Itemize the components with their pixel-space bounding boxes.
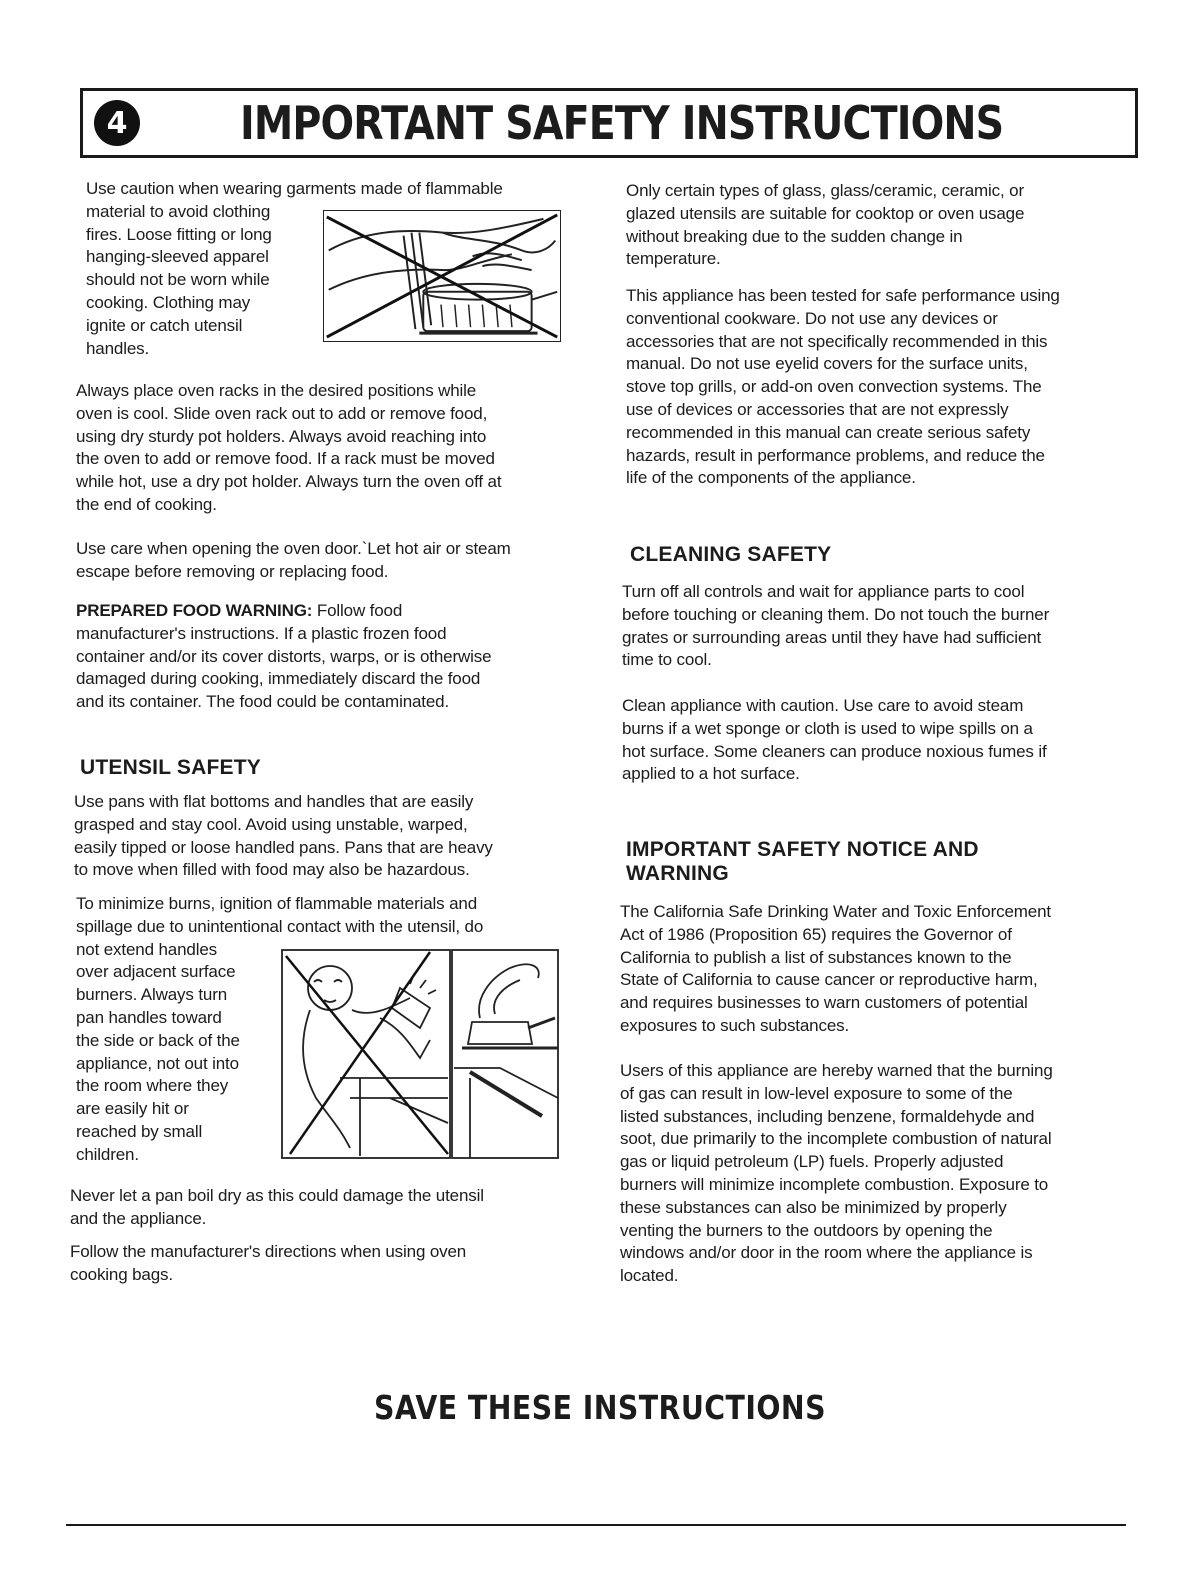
- text-line: conventional cookware. Do not use any devices or: [626, 308, 998, 328]
- text-line: without breaking due to the sudden change in: [626, 226, 963, 246]
- loose-sleeve-warning-illustration: [323, 210, 561, 342]
- clean-appliance-paragraph: [622, 695, 1152, 786]
- text-line: reached by small: [76, 1121, 203, 1141]
- text-line: container and/or its cover distorts, warps, or is otherwise: [76, 646, 492, 666]
- text-line: fires. Loose fitting or long: [86, 224, 272, 244]
- text-line: Never let a pan boil dry as this could damage the utensil: [70, 1186, 484, 1205]
- text-line: using dry sturdy pot holders. Always avoid reaching into: [76, 426, 487, 446]
- text-line: ignite or catch utensil: [86, 315, 243, 335]
- text-line: To minimize burns, ignition of flammable materials and: [76, 894, 478, 913]
- boil-dry-paragraph: [70, 1185, 600, 1231]
- safety-notice-heading: [626, 838, 1126, 886]
- text-line: hazards, result in performance problems, and reduce the: [626, 445, 1045, 465]
- text-line: windows and/or door in the room where the appliance is: [620, 1243, 1033, 1263]
- save-instructions-title: SAVE THESE INSTRUCTIONS: [374, 1388, 826, 1427]
- text-line: temperature.: [626, 249, 721, 269]
- text-line: material to avoid clothing: [86, 201, 271, 221]
- text-line: Turn off all controls and wait for appliance parts to cool: [622, 582, 1025, 601]
- text-line: oven is cool. Slide oven rack out to add or remove food,: [76, 403, 488, 423]
- text-span: Follow food: [312, 601, 403, 620]
- text-line: manufacturer's instructions. If a plastic frozen food: [76, 623, 447, 643]
- text-line: spillage due to unintentional contact with the utensil, do: [76, 916, 484, 936]
- tested-cookware-paragraph: [626, 285, 1156, 490]
- heading-line: WARNING: [626, 862, 729, 885]
- gas-exposure-warning-paragraph: [620, 1060, 1150, 1288]
- oven-racks-paragraph: [76, 380, 606, 517]
- text-line: these substances can also be minimized by properly: [620, 1197, 1007, 1217]
- text-line: easily tipped or loose handled pans. Pans that are heavy: [74, 837, 493, 857]
- text-line: burners. Always turn: [76, 985, 228, 1005]
- oven-bags-paragraph: [70, 1241, 600, 1287]
- prepared-food-warning-label: PREPARED FOOD WARNING:: [76, 601, 313, 620]
- text-line: hanging-sleeved apparel: [86, 247, 269, 267]
- text-line: appliance, not out into: [76, 1053, 239, 1073]
- text-line: not extend handles: [76, 939, 217, 959]
- text-line: manual. Do not use eyelid covers for the surface units,: [626, 354, 1028, 374]
- text-line: Follow the manufacturer's directions when using oven: [70, 1242, 467, 1261]
- text-line: life of the components of the appliance.: [626, 468, 916, 488]
- text-line: Clean appliance with caution. Use care to avoid steam: [622, 696, 1024, 715]
- text-line: Use pans with flat bottoms and handles that are easily: [74, 792, 474, 811]
- turn-off-controls-paragraph: [622, 581, 1152, 672]
- text-line: damaged during cooking, immediately discard the food: [76, 669, 481, 689]
- text-line: and requires businesses to warn customers of potential: [620, 993, 1028, 1013]
- text-line: grasped and stay cool. Avoid using unstable, warped,: [74, 814, 468, 834]
- text-line: of gas can result in low-level exposure to some of the: [620, 1083, 1013, 1103]
- text-line: Only certain types of glass, glass/ceramic, ceramic, or: [626, 181, 1024, 200]
- glass-utensils-paragraph: [626, 180, 1146, 271]
- text-line: burns if a wet sponge or cloth is used to wipe spills on a: [622, 718, 1033, 738]
- text-line: to move when filled with food may also be hazardous.: [74, 860, 470, 880]
- text-line: hot surface. Some cleaners can produce noxious fumes if: [622, 741, 1047, 761]
- text-line: burners will minimize incomplete combustion. Exposure to: [620, 1174, 1049, 1194]
- text-line: cooking bags.: [70, 1264, 173, 1284]
- prepared-food-warning-paragraph: [76, 600, 606, 714]
- text-line: soot, due primarily to the incomplete combustion of natural: [620, 1129, 1052, 1149]
- text-line: Users of this appliance are hereby warned that the burning: [620, 1061, 1053, 1080]
- text-line: This appliance has been tested for safe performance using: [626, 286, 1060, 305]
- text-line: and the appliance.: [70, 1208, 207, 1228]
- text-line: listed substances, including benzene, formaldehyde and: [620, 1106, 1035, 1126]
- text-line: the end of cooking.: [76, 494, 217, 514]
- text-line: located.: [620, 1266, 679, 1286]
- section-number-badge: 4: [94, 100, 140, 146]
- heading-line: IMPORTANT SAFETY NOTICE AND: [626, 838, 979, 861]
- text-line: the side or back of the: [76, 1030, 240, 1050]
- text-line: escape before removing or replacing food.: [76, 561, 389, 581]
- pan-handle-child-warning-illustration: [280, 948, 560, 1160]
- text-line: gas or liquid petroleum (LP) fuels. Properly adjusted: [620, 1152, 1004, 1172]
- text-line: The California Safe Drinking Water and Toxic Enforcement: [620, 902, 1051, 921]
- text-line: recommended in this manual can create serious safety: [626, 422, 1031, 442]
- text-line: over adjacent surface: [76, 962, 236, 982]
- text-line: grates or surrounding areas until they have had sufficient: [622, 627, 1042, 647]
- cleaning-safety-heading: CLEANING SAFETY: [630, 543, 832, 566]
- page-title: IMPORTANT SAFETY INSTRUCTIONS: [240, 96, 1004, 150]
- text-line: cooking. Clothing may: [86, 292, 251, 312]
- text-line: accessories that are not specifically recommended in this: [626, 331, 1048, 351]
- text-line: are easily hit or: [76, 1099, 189, 1119]
- text-line: use of devices or accessories that are not expressly: [626, 399, 1009, 419]
- bottom-divider: [66, 1524, 1126, 1526]
- text-line: California to publish a list of substances known to the: [620, 947, 1012, 967]
- text-line: exposures to such substances.: [620, 1015, 850, 1035]
- text-line: glazed utensils are suitable for cooktop or oven usage: [626, 203, 1025, 223]
- text-line: Use caution when wearing garments made of flammable: [86, 179, 503, 198]
- text-line: stove top grills, or add-on oven convection systems. The: [626, 377, 1042, 397]
- text-line: applied to a hot surface.: [622, 764, 800, 784]
- text-line: handles.: [86, 338, 150, 358]
- text-line: the room where they: [76, 1076, 229, 1096]
- text-line: venting the burners to the outdoors by opening the: [620, 1220, 993, 1240]
- text-line: while hot, use a dry pot holder. Always turn the oven off at: [76, 472, 502, 492]
- text-line: and its container. The food could be contaminated.: [76, 692, 450, 712]
- california-prop65-paragraph: [620, 901, 1150, 1038]
- text-line: the oven to add or remove food. If a rack must be moved: [76, 449, 495, 469]
- pans-paragraph: [74, 791, 604, 882]
- text-line: Act of 1986 (Proposition 65) requires the Governor of: [620, 924, 1012, 944]
- text-line: time to cool.: [622, 650, 712, 670]
- text-line: [76, 600, 606, 623]
- text-line: State of California to cause cancer or reproductive harm,: [620, 970, 1038, 990]
- text-line: before touching or cleaning them. Do not touch the burner: [622, 604, 1050, 624]
- text-line: children.: [76, 1144, 139, 1164]
- text-line: Use care when opening the oven door.`Let hot air or steam: [76, 539, 511, 558]
- utensil-safety-heading: UTENSIL SAFETY: [80, 756, 261, 779]
- text-line: should not be worn while: [86, 270, 270, 290]
- oven-door-paragraph: [76, 538, 606, 584]
- text-line: pan handles toward: [76, 1007, 222, 1027]
- text-line: Always place oven racks in the desired positions while: [76, 381, 477, 400]
